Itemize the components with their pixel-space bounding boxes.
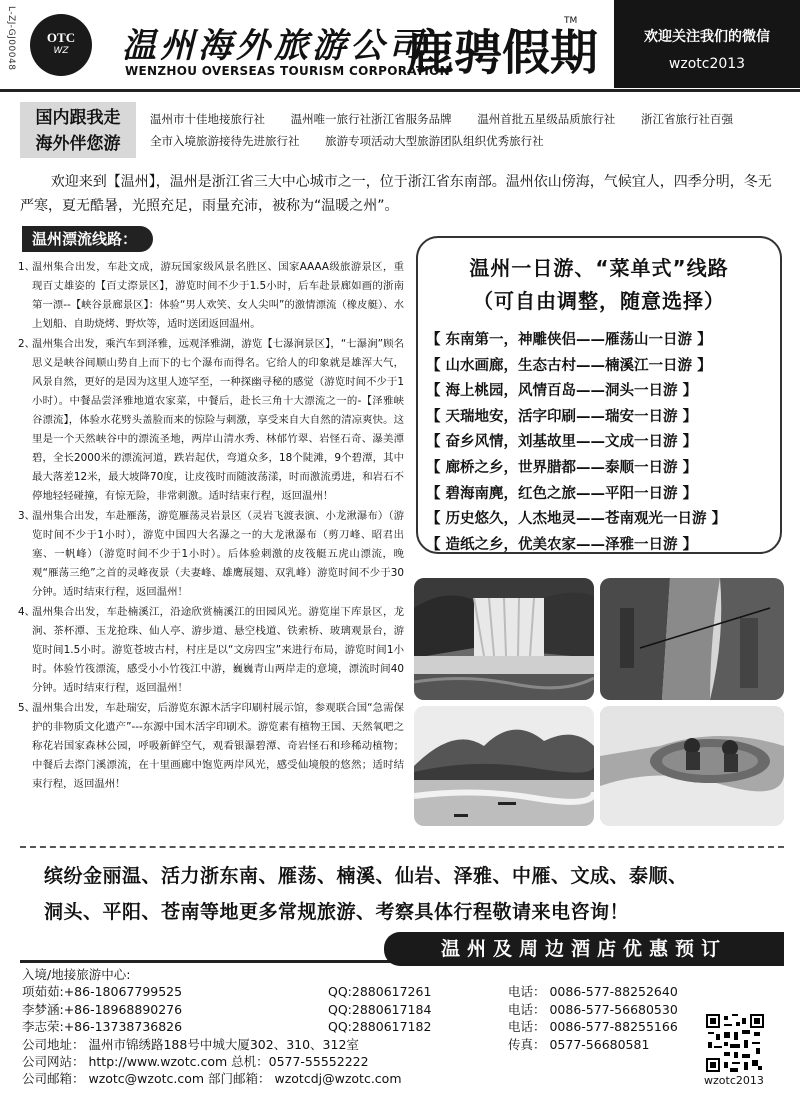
call-to-action xyxy=(44,858,764,930)
company-name-cn: 温州海外旅游公司 xyxy=(122,26,426,66)
honor-item: 旅游专项活动大型旅游团队组织优秀旅行社 xyxy=(325,134,544,148)
route-item xyxy=(18,335,404,506)
menu-subtitle: （可自由调整，随意选择） xyxy=(473,289,725,313)
wechat-box xyxy=(614,0,800,88)
menu-item: 【 造纸之乡，优美农家——泽雅一日游 】 xyxy=(426,536,698,553)
dashed-divider xyxy=(20,846,784,848)
slogan-box xyxy=(20,102,136,158)
route-number: 4、 xyxy=(18,606,36,618)
rafting-routes-list xyxy=(18,258,404,795)
hotel-booking-banner: 温州及周边酒店优惠预订 xyxy=(384,932,784,966)
honor-item: 浙江省旅行社百强 xyxy=(640,112,733,126)
route-number: 2、 xyxy=(18,338,36,350)
qr-label: wzotc2013 xyxy=(704,1074,764,1087)
honors-list xyxy=(150,108,755,152)
contact-qq: QQ:2880617261 xyxy=(328,984,432,1000)
menu-item: 【 奋乡风情，刘基故里——文成一日游 】 xyxy=(426,434,698,451)
contact-name-mobile: 李志荣:+86-13738736826 xyxy=(22,1019,183,1035)
route-number: 3、 xyxy=(18,510,36,522)
cta-line-1: 缤纷金丽温、活力浙东南、雁荡、楠溪、仙岩、泽雅、中雁、文成、泰顺、 xyxy=(44,865,688,887)
otc-logo xyxy=(30,14,92,76)
river-landscape-photo xyxy=(414,706,594,826)
menu-item: 【 历史悠久，人杰地灵——苍南观光一日游 】 xyxy=(426,511,727,528)
honor-item: 温州市十佳地接旅行社 xyxy=(150,112,265,126)
company-address: 公司地址： 温州市锦绣路188号中城大厦302、310、312室 xyxy=(22,1036,359,1052)
waterfall-photo xyxy=(414,578,594,700)
intro-paragraph: 欢迎来到【温州】，温州是浙江省三大中心城市之一，位于浙江省东南部。温州依山傍海，气候宜人，四季分明，冬无严寒，夏无酷暑，光照充足，雨量充沛，被称为“温暖之州”。 xyxy=(20,174,772,214)
menu-items xyxy=(418,328,780,558)
slogan-line-2: 海外伴您游 xyxy=(35,134,121,154)
company-email[interactable]: 公司邮箱： wzotc@wzotc.com 部门邮箱： wzotcdj@wzotc.com xyxy=(22,1071,402,1087)
menu-item: 【 廊桥之乡，世界腊都——泰顺一日游 】 xyxy=(426,459,698,476)
logo-sub-text: WZ xyxy=(53,46,69,56)
trademark-mark: TM xyxy=(564,16,578,26)
route-text: 温州集合出发，车赴雁荡，游览雁荡灵岩景区（灵岩飞渡表演、小龙湫瀑布）（游览时间不少于1小时），游览中国四大名瀑之一的大龙湫瀑布（剪刀峰、昭君出塞、一帆峰）（游览时间不少于1小时）。后体验刺激的皮筏艇五虎山漂流，晚观“雁荡三绝”之首的灵峰夜景（夫妻峰、雄鹰展翅、双乳峰）游览时间不少于30分钟。适时结束行程，返回温州！ xyxy=(32,510,404,598)
contact-name-mobile: 项茹茹:+86-18067799525 xyxy=(22,984,183,1000)
contact-row xyxy=(22,1001,722,1018)
route-item xyxy=(18,603,404,698)
route-item xyxy=(18,258,404,334)
fax-number: 传真： 0577-56680581 xyxy=(508,1036,650,1052)
route-text: 温州集合出发，车赴瑞安，后游览东源木活字印刷村展示馆，参观联合国“急需保护的非物质文化遗产”---东源中国木活字印刷术。游览素有植物王国、天然氧吧之称花岩国家森林公园，呼吸新鲜空气，观看银瀑碧潭、奇岩怪石和珍稀动植物；中餐后去漈门溪漂流，在十里画廊中饱览两岸风光，感受仙境般的悠然；适时结束行程，返回温州！ xyxy=(32,702,404,790)
rafting-photo xyxy=(600,706,784,826)
day-tour-menu-box xyxy=(416,236,782,554)
honors-bar xyxy=(20,102,784,158)
route-text: 温州集合出发，车赴楠溪江，沿途欣赏楠溪江的田园风光。游览崖下库景区，龙涧、茶杯潭、玉龙抢珠、仙人亭、游步道、悬空栈道、铁索桥、玻璃观景台，游览时间1.5小时。游览苍坡古村，村庄是以“文房四宝”来进行布局，游览时间1小时。体验竹筏漂流，感受小小竹筏江中游，巍巍青山两岸走的意境，漂流时间40分钟。适时结束行程，返回温州！ xyxy=(32,606,404,694)
contact-phone: 电话： 0086-577-88255166 xyxy=(508,1019,678,1035)
website-row xyxy=(22,1053,722,1070)
menu-title: 温州一日游、“菜单式”线路 xyxy=(469,256,729,280)
route-item xyxy=(18,699,404,794)
menu-item: 【 海上桃园，风情百岛——洞头一日游 】 xyxy=(426,383,698,400)
honor-item: 温州首批五星级品质旅行社 xyxy=(477,112,616,126)
contact-phone: 电话： 0086-577-56680530 xyxy=(508,1001,678,1017)
email-row xyxy=(22,1070,722,1087)
company-name-en: WENZHOU OVERSEAS TOURISM CORPORATION xyxy=(125,64,451,78)
route-number: 1、 xyxy=(18,261,36,273)
contact-row xyxy=(22,1018,722,1035)
slogan-line-1: 国内跟我走 xyxy=(35,108,121,128)
route-text: 温州集合出发，乘汽车到泽雅，远观泽雅湖，游览【七瀑涧景区】，“七瀑涧”顾名思义是峡谷间顺山势自上而下的七个瀑布而得名。它给人的印象就是雄浑大气，风景自然，更好的是因为这里人迹罕至，一种探幽寻秘的感觉（游览时间不少于1小时）。中餐品尝泽雅地道农家菜，中餐后，赴长三角十大漂流之一的-【泽雅峡谷漂流】，体验水花劈头盖脸而来的惊险与刺激，享受来自大自然的清凉爽快。这里是一个天然峡谷中的漂流圣地，两岸山清水秀、林郁竹翠、岩怪石奇、瀑美潭碧，全长2000米的漂流河道，跌岩起伏，弯道众多，18个陡滩，9个碧潭，其中最大落差12米，最大坡降70度，让皮筏时而随波荡漾，时而激流勇进，和岩石不停地轻轻碰撞，有惊无险，非常刺激。适时结束行程，返回温州！ xyxy=(32,338,404,502)
cta-line-2: 洞头、平阳、苍南等地更多常规旅游、考察具体行程敬请来电咨询！ xyxy=(44,901,630,923)
contact-section xyxy=(22,966,722,1088)
logo-main-text: OTC xyxy=(46,30,76,45)
honor-item: 全市入境旅游接待先进旅行社 xyxy=(150,134,300,148)
route-number: 5、 xyxy=(18,702,36,714)
qr-code-icon xyxy=(706,1014,764,1072)
contact-qq: QQ:2880617184 xyxy=(328,1001,432,1017)
page-header xyxy=(0,0,800,92)
rafting-section-title: 温州漂流线路： xyxy=(22,226,153,252)
license-number: L-ZJ-GJ00048 xyxy=(6,6,16,71)
brand-logo: 鹿骋假期 xyxy=(406,25,599,81)
honor-item: 温州唯一旅行社浙江省服务品牌 xyxy=(290,112,452,126)
menu-item: 【 东南第一，神雕侠侣——雁荡山一日游 】 xyxy=(426,332,712,348)
wechat-id: wzotc2013 xyxy=(668,56,746,72)
contact-name-mobile: 李梦涵:+86-18968890276 xyxy=(22,1001,183,1017)
canyon-zipline-photo xyxy=(600,578,784,700)
route-item xyxy=(18,507,404,602)
route-text: 温州集合出发，车赴文成，游玩国家级风景名胜区、国家AAAA级旅游景区，重现百丈雄姿的【百丈漈景区】，游览时间不少于1.5小时，后车赴景廊如画的浙南第一漂--【峡谷景廊景区】：体验“男人欢笑、女人尖叫”的激情漂流（橡皮艇）、水上划船、自助烧烤、野炊等，适时送团返回温州。 xyxy=(32,261,404,330)
wechat-prompt: 欢迎关注我们的微信 xyxy=(644,29,770,45)
menu-item: 【 天瑞地安，活字印刷——瑞安一日游 】 xyxy=(426,408,698,425)
menu-item: 【 碧海南麂，红色之旅——平阳一日游 】 xyxy=(426,485,698,502)
menu-item: 【 山水画廊，生态古村——楠溪江一日游 】 xyxy=(426,357,712,374)
contact-row xyxy=(22,983,722,1000)
contact-qq: QQ:2880617182 xyxy=(328,1019,432,1035)
address-row xyxy=(22,1036,722,1053)
contact-phone: 电话： 0086-577-88252640 xyxy=(508,984,678,1000)
company-website[interactable]: 公司网站： http://www.wzotc.com 总机：0577-55552222 xyxy=(22,1053,369,1069)
contact-center-label: 入境/地接旅游中心: xyxy=(22,967,131,982)
